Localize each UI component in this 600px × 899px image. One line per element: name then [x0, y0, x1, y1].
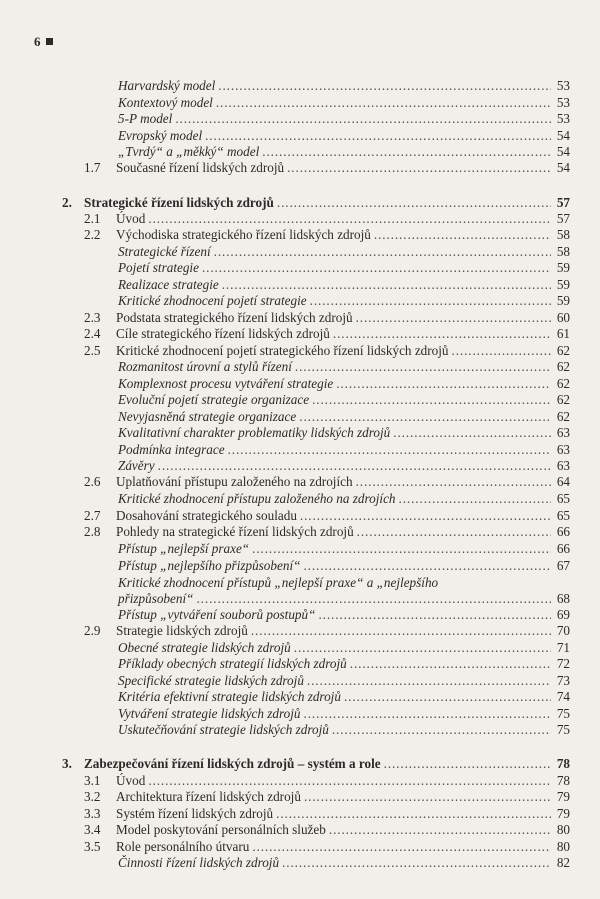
toc-entry-label: Nevyjasněná strategie organizace — [118, 409, 297, 424]
toc-entry-label: Přístup „nejlepšího přizpůsobení“ — [118, 558, 301, 573]
toc-page-number: 58 — [556, 227, 570, 242]
toc-entry-label: Kritické zhodnocení přístupu založeného na zdrojích — [118, 491, 396, 506]
toc-entry-label: Pohledy na strategické řízení lidských zdrojů — [116, 524, 354, 539]
toc-section-number: 3. — [62, 756, 72, 771]
toc-entry-label: Cíle strategického řízení lidských zdrojů — [116, 326, 330, 341]
toc-row — [0, 540, 600, 558]
toc-entry — [118, 77, 570, 95]
toc-page-number: 79 — [556, 806, 570, 821]
toc-page-number: 80 — [556, 839, 570, 854]
dot-leader — [329, 821, 551, 839]
toc-page-number: 62 — [556, 376, 570, 391]
toc-page-number: 63 — [556, 425, 570, 440]
toc-page-number: 66 — [556, 541, 570, 556]
dot-leader — [218, 77, 551, 95]
dot-leader — [295, 358, 551, 376]
toc-entry-label: Úvod — [116, 773, 146, 788]
toc-entry-label: Pojetí strategie — [118, 260, 199, 275]
toc-row — [0, 292, 600, 310]
toc-section-number: 2. — [62, 195, 72, 210]
toc-page-number: 59 — [556, 293, 570, 308]
dot-leader — [393, 424, 551, 442]
toc-row — [0, 226, 600, 244]
toc-row — [0, 821, 600, 839]
toc-row — [0, 557, 600, 575]
toc-page-number: 53 — [556, 95, 570, 110]
toc-page-number: 74 — [556, 689, 570, 704]
page-number-text: 6 — [34, 34, 42, 49]
toc-page-number: 54 — [556, 128, 570, 143]
toc-row — [0, 854, 600, 872]
toc-page-number: 65 — [556, 508, 570, 523]
toc-page-number: 57 — [556, 195, 570, 210]
toc-entry-label: Závěry — [118, 458, 155, 473]
toc-entry — [116, 473, 570, 491]
toc-page-number: 79 — [556, 789, 570, 804]
toc-page-number: 73 — [556, 673, 570, 688]
toc-entry-label: Harvardský model — [118, 78, 216, 93]
toc-entry — [118, 854, 570, 872]
toc-entry — [116, 226, 570, 244]
toc-entry-label: Realizace strategie — [118, 277, 219, 292]
toc-row — [0, 358, 600, 376]
toc-section-number: 3.2 — [84, 789, 101, 804]
toc-section-number: 2.6 — [84, 474, 101, 489]
toc-page-number: 62 — [556, 343, 570, 358]
dot-leader — [384, 755, 551, 773]
toc-entry-label: Přístup „vytváření souborů postupů“ — [118, 607, 316, 622]
toc-entry-label: Kritéria efektivní strategie lidských zdrojů — [118, 689, 341, 704]
toc-row — [0, 159, 600, 177]
toc-entry — [116, 325, 570, 343]
dot-leader — [251, 622, 551, 640]
toc-entry — [118, 259, 570, 277]
toc-row — [0, 721, 600, 739]
toc-entry — [118, 292, 570, 310]
toc-entry-label: Strategické řízení — [118, 244, 211, 259]
toc-entry — [116, 622, 570, 640]
toc-entry — [116, 821, 570, 839]
toc-entry — [118, 110, 570, 128]
toc-entry-label: Vytváření strategie lidských zdrojů — [118, 706, 301, 721]
toc-entry — [118, 655, 570, 673]
dot-leader — [344, 688, 551, 706]
toc-page-number: 72 — [556, 656, 570, 671]
toc-page-number: 67 — [556, 558, 570, 573]
dot-leader — [303, 557, 551, 575]
toc-entry-label: Uskutečňování strategie lidských zdrojů — [118, 722, 329, 737]
toc-entry-label: Kritické zhodnocení přístupů „nejlepší praxe“ a „nejlepšího — [118, 575, 439, 590]
toc-page-number: 63 — [556, 442, 570, 457]
toc-page-number: 78 — [556, 773, 570, 788]
toc-section-number: 1.7 — [84, 160, 101, 175]
toc-section-number: 2.5 — [84, 343, 101, 358]
toc-entry-label: Komplexnost procesu vytváření strategie — [118, 376, 334, 391]
toc-entry-label: Architektura řízení lidských zdrojů — [116, 789, 301, 804]
toc-section-number: 2.1 — [84, 211, 101, 226]
dot-leader — [304, 788, 551, 806]
toc-chapter-row — [0, 755, 600, 773]
toc-page-number: 61 — [556, 326, 570, 341]
toc-entry-label: Kritické zhodnocení pojetí strategického řízení lidských zdrojů — [116, 343, 449, 358]
toc-entry — [116, 788, 570, 806]
dot-leader — [399, 490, 551, 508]
toc-entry-label: Zabezpečování řízení lidských zdrojů – systém a role — [84, 756, 381, 771]
toc-entry-label: Uplatňování přístupu založeného na zdrojích — [116, 474, 353, 489]
toc-entry — [116, 159, 570, 177]
toc-entry — [118, 557, 570, 575]
toc-entry — [84, 755, 570, 773]
dot-leader — [357, 523, 551, 541]
toc-entry — [118, 688, 570, 706]
toc-page-number: 62 — [556, 359, 570, 374]
toc-row — [0, 110, 600, 128]
toc-page-number: 54 — [556, 144, 570, 159]
toc-page-number: 70 — [556, 623, 570, 638]
toc-row — [0, 490, 600, 508]
dot-leader — [312, 391, 551, 409]
toc-row — [0, 77, 600, 95]
toc-page-number: 57 — [556, 211, 570, 226]
dot-leader — [333, 325, 551, 343]
toc-row — [0, 259, 600, 277]
toc-page-number: 60 — [556, 310, 570, 325]
dot-leader — [350, 655, 551, 673]
toc-page-number: 59 — [556, 260, 570, 275]
toc-entry-label: Evoluční pojetí strategie organizace — [118, 392, 310, 407]
toc-section-number: 2.4 — [84, 326, 101, 341]
toc-row — [0, 788, 600, 806]
toc-page-number: 68 — [556, 591, 570, 606]
dot-leader — [332, 721, 551, 739]
toc-section-number: 2.2 — [84, 227, 101, 242]
toc-page-number: 66 — [556, 524, 570, 539]
toc-entry — [118, 540, 570, 558]
toc-entry — [116, 523, 570, 541]
toc-page-number: 69 — [556, 607, 570, 622]
toc-entry-label: Východiska strategického řízení lidských zdrojů — [116, 227, 371, 242]
toc-entry-label: Strategie lidských zdrojů — [116, 623, 248, 638]
dot-leader — [310, 292, 551, 310]
toc-page-number: 63 — [556, 458, 570, 473]
toc-page-number: 75 — [556, 706, 570, 721]
toc-entry — [118, 358, 570, 376]
toc-section-number: 2.9 — [84, 623, 101, 638]
toc-row — [0, 523, 600, 541]
toc-entry-label: Přístup „nejlepší praxe“ — [118, 541, 250, 556]
toc-entry-label: Rozmanitost úrovní a stylů řízení — [118, 359, 292, 374]
toc-entry-label: Kvalitativní charakter problematiky lidských zdrojů — [118, 425, 391, 440]
toc-entry-label: Činnosti řízení lidských zdrojů — [118, 855, 280, 870]
toc-entry-label: Specifické strategie lidských zdrojů — [118, 673, 304, 688]
toc-page-number: 80 — [556, 822, 570, 837]
toc-entry — [118, 721, 570, 739]
toc-page-number: 62 — [556, 392, 570, 407]
toc-entry — [118, 424, 570, 442]
toc-entry-label: Model poskytování personálních služeb — [116, 822, 326, 837]
dot-leader — [282, 854, 551, 872]
toc-entry-label: Obecné strategie lidských zdrojů — [118, 640, 291, 655]
toc-entry-label: Podmínka integrace — [118, 442, 225, 457]
toc-page-number: 58 — [556, 244, 570, 259]
toc-page-number: 71 — [556, 640, 570, 655]
toc-entry-label: Kontextový model — [118, 95, 213, 110]
toc-section-number: 3.5 — [84, 839, 101, 854]
toc-entry-label: Dosahování strategického souladu — [116, 508, 297, 523]
toc-entry-label: Úvod — [116, 211, 146, 226]
toc-entry — [118, 490, 570, 508]
toc-entry-label: Současné řízení lidských zdrojů — [116, 160, 285, 175]
toc-entry-label: „Tvrdý“ a „měkký“ model — [118, 144, 260, 159]
toc-page-number: 53 — [556, 78, 570, 93]
toc-entry-label: Podstata strategického řízení lidských zdrojů — [116, 310, 353, 325]
toc-section-number: 2.8 — [84, 524, 101, 539]
dot-leader — [202, 259, 551, 277]
toc-page-number: 78 — [556, 756, 570, 771]
toc-entry-label: Příklady obecných strategií lidských zdrojů — [118, 656, 347, 671]
toc-entry-label: přizpůsobení“ — [118, 591, 194, 606]
toc-entry — [118, 391, 570, 409]
toc-row — [0, 655, 600, 673]
toc-page-number: 65 — [556, 491, 570, 506]
toc-row — [0, 688, 600, 706]
toc-row — [0, 424, 600, 442]
toc-section-number: 3.3 — [84, 806, 101, 821]
toc-page-number: 75 — [556, 722, 570, 737]
toc-section-number: 2.3 — [84, 310, 101, 325]
toc-entry-label: Systém řízení lidských zdrojů — [116, 806, 274, 821]
toc-section-number: 3.1 — [84, 773, 101, 788]
toc-entry-label: Kritické zhodnocení pojetí strategie — [118, 293, 307, 308]
dot-leader — [356, 473, 551, 491]
toc-section-number: 2.7 — [84, 508, 101, 523]
toc-entry-label: Role personálního útvaru — [116, 839, 250, 854]
dot-leader — [374, 226, 551, 244]
dot-leader — [175, 110, 551, 128]
dot-leader — [287, 159, 551, 177]
toc-section-number: 3.4 — [84, 822, 101, 837]
toc-page-number: 54 — [556, 160, 570, 175]
toc-row — [0, 325, 600, 343]
toc-row — [0, 391, 600, 409]
toc-entry-label: Strategické řízení lidských zdrojů — [84, 195, 274, 210]
toc-entry-label: 5-P model — [118, 111, 173, 126]
toc-page-number: 62 — [556, 409, 570, 424]
toc-page-number: 64 — [556, 474, 570, 489]
toc-row — [0, 622, 600, 640]
toc-row — [0, 473, 600, 491]
toc-page-number: 82 — [556, 855, 570, 870]
toc-page-number: 53 — [556, 111, 570, 126]
dot-leader — [252, 540, 551, 558]
toc-page-number: 59 — [556, 277, 570, 292]
toc-entry-label: Evropský model — [118, 128, 203, 143]
